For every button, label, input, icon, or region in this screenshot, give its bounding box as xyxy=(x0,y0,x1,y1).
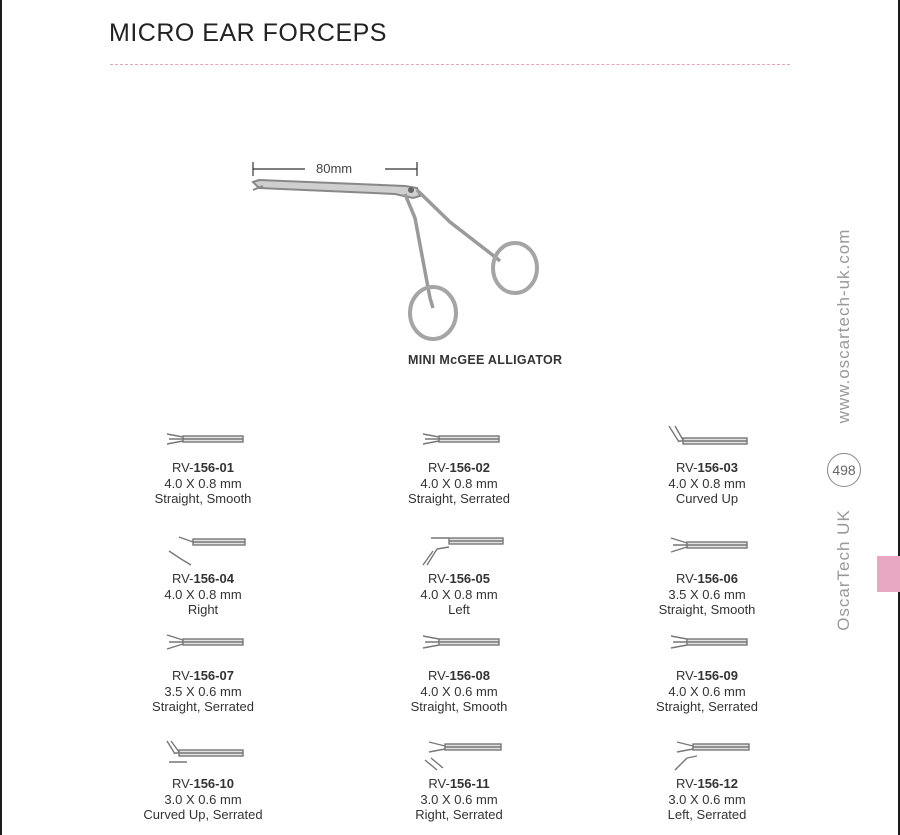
product-type: Straight, Serrated xyxy=(152,699,254,714)
product-code: RV-156-11 xyxy=(428,776,490,791)
page-title: MICRO EAR FORCEPS xyxy=(109,19,387,47)
product-caption: MINI McGEE ALLIGATOR xyxy=(408,353,563,367)
product-size: 4.0 X 0.8 mm xyxy=(420,586,498,602)
product-item xyxy=(113,632,293,715)
product-size: 4.0 X 0.6 mm xyxy=(420,683,498,699)
product-size: 4.0 X 0.8 mm xyxy=(164,586,242,602)
straight-tip-icon xyxy=(153,424,253,456)
product-type: Straight, Smooth xyxy=(658,602,756,617)
product-code: RV-156-08 xyxy=(428,668,490,683)
page-border-left xyxy=(0,0,2,835)
product-type: Right xyxy=(187,602,219,617)
product-type: Straight, Smooth xyxy=(154,491,252,506)
product-item xyxy=(617,535,797,618)
product-size: 3.0 X 0.6 mm xyxy=(420,791,498,807)
straight-tip-icon xyxy=(409,424,509,456)
straight-tip-icon xyxy=(153,632,253,664)
product-code: RV-156-02 xyxy=(428,460,490,475)
product-type: Straight, Serrated xyxy=(656,699,758,714)
product-code: RV-156-06 xyxy=(676,571,738,586)
product-type: Right, Serrated xyxy=(415,807,503,822)
product-type: Curved Up, Serrated xyxy=(143,807,263,822)
title-divider xyxy=(110,64,790,65)
product-type: Left, Serrated xyxy=(667,807,747,822)
product-item xyxy=(113,740,293,823)
product-type: Curved Up xyxy=(675,491,739,506)
product-item xyxy=(617,424,797,507)
product-size: 3.0 X 0.6 mm xyxy=(164,791,242,807)
product-item xyxy=(369,535,549,618)
left-tip-icon xyxy=(657,740,757,772)
product-code: RV-156-09 xyxy=(676,668,738,683)
product-size: 3.5 X 0.6 mm xyxy=(668,586,746,602)
product-item xyxy=(617,740,797,823)
product-code: RV-156-01 xyxy=(172,460,234,475)
page-number-badge: 498 xyxy=(827,453,861,487)
product-item xyxy=(617,632,797,715)
straight-tip-icon xyxy=(409,632,509,664)
straight-tip-icon xyxy=(657,632,757,664)
product-type: Left xyxy=(448,602,470,617)
product-size: 4.0 X 0.8 mm xyxy=(420,475,498,491)
product-size: 4.0 X 0.8 mm xyxy=(164,475,242,491)
dimension-label: 80mm xyxy=(316,161,353,176)
product-size: 4.0 X 0.8 mm xyxy=(668,475,746,491)
product-type: Straight, Smooth xyxy=(410,699,508,714)
product-code: RV-156-07 xyxy=(172,668,234,683)
product-type: Straight, Serrated xyxy=(408,491,510,506)
left-tip-icon xyxy=(409,535,509,567)
product-item xyxy=(369,740,549,823)
product-code: RV-156-12 xyxy=(676,776,738,791)
curved-up-tip-icon xyxy=(153,740,253,772)
right-tip-icon xyxy=(153,535,253,567)
product-item xyxy=(113,424,293,507)
product-item xyxy=(369,632,549,715)
straight-tip-icon xyxy=(657,535,757,567)
product-code: RV-156-10 xyxy=(172,776,234,791)
product-size: 3.0 X 0.6 mm xyxy=(668,791,746,807)
website-url[interactable]: www.oscartech-uk.com xyxy=(834,228,853,424)
product-item xyxy=(369,424,549,507)
product-code: RV-156-04 xyxy=(172,571,234,586)
forceps-illustration xyxy=(245,158,545,348)
product-code: RV-156-03 xyxy=(676,460,738,475)
product-code: RV-156-05 xyxy=(428,571,490,586)
product-item xyxy=(113,535,293,618)
curved-up-tip-icon xyxy=(657,424,757,456)
brand-name: OscarTech UK xyxy=(834,509,853,631)
section-tab-marker xyxy=(877,556,900,592)
product-size: 3.5 X 0.6 mm xyxy=(164,683,242,699)
right-tip-icon xyxy=(409,740,509,772)
product-size: 4.0 X 0.6 mm xyxy=(668,683,746,699)
